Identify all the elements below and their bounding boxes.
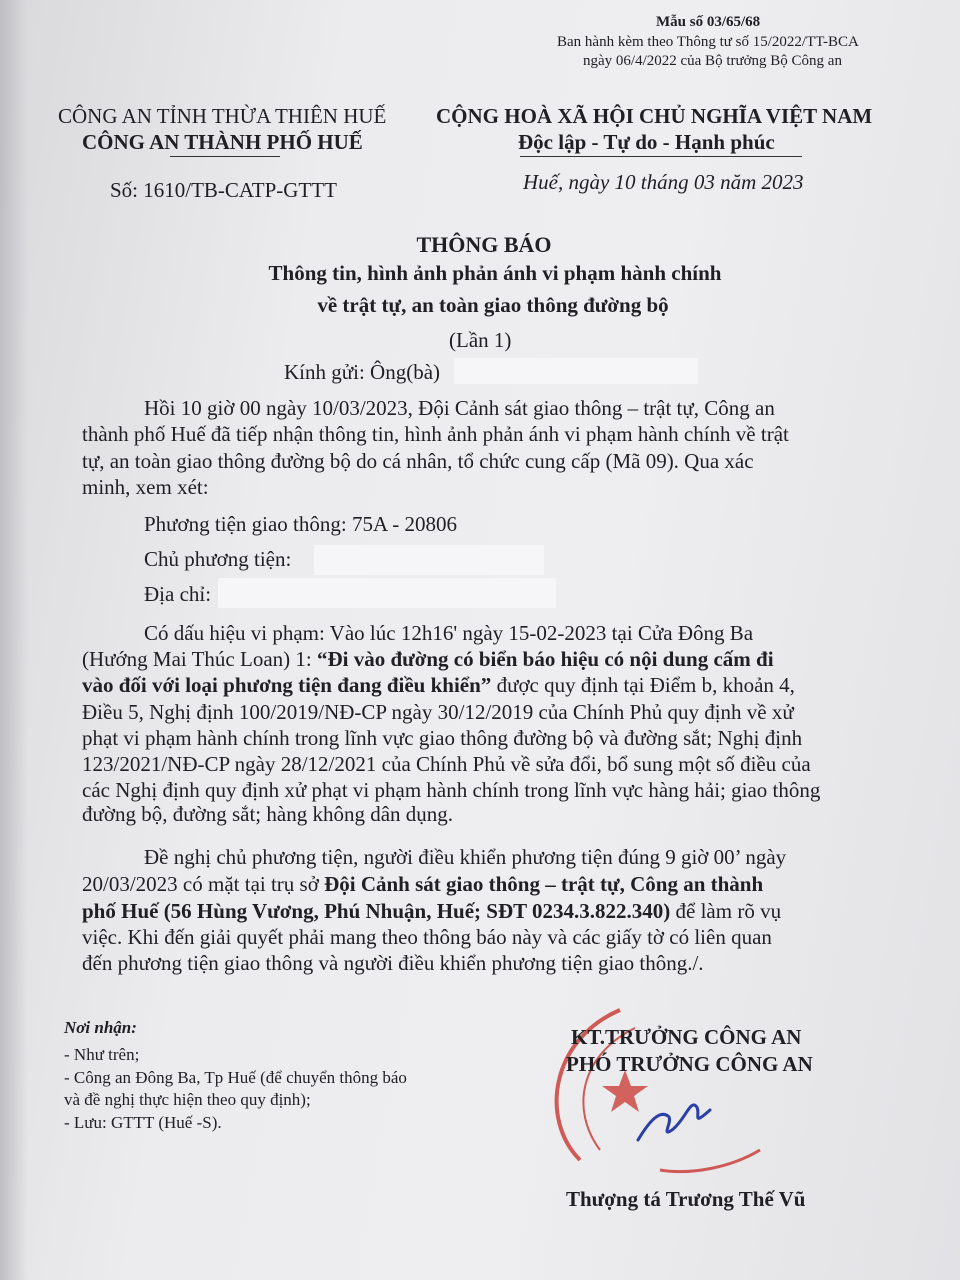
violation-line-7: các Nghị định quy định xử phạt vi phạm hành chính trong lĩnh vực hàng hải; giao thông [82, 778, 821, 802]
request-line-3: phố Huế (56 Hùng Vương, Phú Nhuận, Huế; SĐT 0234.3.822.340) để làm rõ vụ [82, 899, 782, 923]
redacted-address [218, 578, 556, 608]
violation-line-3: vào đối với loại phương tiện đang điều khiển” được quy định tại Điểm b, khoản 4, [82, 673, 795, 697]
violation-line-2: (Hướng Mai Thúc Loan) 1: “Đi vào đường có biển báo hiệu có nội dung cấm đi [82, 647, 774, 671]
request-line-1: Đề nghị chủ phương tiện, người điều khiển phương tiện đúng 9 giờ 00’ ngày [144, 845, 787, 869]
motto-underline [520, 156, 802, 157]
document-number: Số: 1610/TB-CATP-GTTT [110, 178, 337, 202]
form-issued-line-2: ngày 06/4/2022 của Bộ trưởng Bộ Công an [583, 53, 842, 69]
handwritten-signature [630, 1080, 750, 1150]
address-label: Địa chỉ: [144, 582, 212, 606]
request-line-5: đến phương tiện giao thông và người điều khiển phương tiện giao thông./. [82, 951, 704, 975]
para1-line-3: tự, an toàn giao thông đường bộ do cá nhân, tổ chức cung cấp (Mã 09). Qua xác [82, 449, 754, 473]
signer-name: Thượng tá Trương Thế Vũ [566, 1187, 806, 1211]
para1-line-2: thành phố Huế đã tiếp nhận thông tin, hình ảnh phản ánh vi phạm hành chính về trật [82, 422, 789, 446]
notice-title: THÔNG BÁO [416, 232, 552, 257]
recipient-3: - Lưu: GTTT (Huế -S). [64, 1113, 222, 1132]
issue-date: Huế, ngày 10 tháng 03 năm 2023 [523, 170, 804, 194]
nation-motto: Độc lập - Tự do - Hạnh phúc [518, 130, 775, 154]
notice-subtitle-1: Thông tin, hình ảnh phản ánh vi phạm hành chính [268, 261, 722, 285]
agency-underline [170, 156, 280, 157]
recipients-heading: Nơi nhận: [64, 1018, 137, 1037]
recipient-1: - Như trên; [64, 1045, 140, 1064]
signature-title-1: KT.TRƯỞNG CÔNG AN [571, 1025, 802, 1049]
page-edge-shadow [0, 0, 28, 1280]
notice-subtitle-2: về trật tự, an toàn giao thông đường bộ [317, 293, 669, 317]
vehicle-plate: Phương tiện giao thông: 75A - 20806 [144, 512, 457, 536]
para1-line-1: Hồi 10 giờ 00 ngày 10/03/2023, Đội Cảnh sát giao thông – trật tự, Công an [144, 396, 775, 420]
owner-label: Chủ phương tiện: [144, 547, 292, 571]
request-line-4: việc. Khi đến giải quyết phải mang theo thông báo này và các giấy tờ có liên quan [82, 925, 772, 949]
nation-title: CỘNG HOÀ XÃ HỘI CHỦ NGHĨA VIỆT NAM [436, 104, 873, 128]
redacted-addressee [454, 358, 698, 384]
agency-name: CÔNG AN THÀNH PHỐ HUẾ [82, 130, 363, 154]
violation-line-6: 123/2021/NĐ-CP ngày 28/12/2021 của Chính Phủ về sửa đổi, bổ sung một số điều của [82, 752, 811, 776]
para1-line-4: minh, xem xét: [82, 475, 209, 499]
agency-parent: CÔNG AN TỈNH THỪA THIÊN HUẾ [58, 104, 387, 128]
form-issued-line-1: Ban hành kèm theo Thông tư số 15/2022/TT-BCA [557, 34, 859, 50]
recipient-2a: - Công an Đông Ba, Tp Huế (để chuyển thông báo [64, 1068, 407, 1087]
violation-line-1: Có dấu hiệu vi phạm: Vào lúc 12h16' ngày 15-02-2023 tại Cửa Đông Ba [144, 621, 754, 645]
redacted-owner [314, 545, 544, 575]
notice-round: (Lần 1) [449, 328, 512, 352]
violation-line-5: phạt vi phạm hành chính trong lĩnh vực giao thông đường bộ và đường sắt; Nghị định [82, 726, 803, 750]
signature-title-2: PHÓ TRƯỞNG CÔNG AN [566, 1052, 813, 1076]
request-line-2: 20/03/2023 có mặt tại trụ sở Đội Cảnh sát giao thông – trật tự, Công an thành [82, 872, 764, 896]
recipient-2b: và đề nghị thực hiện theo quy định); [64, 1090, 311, 1109]
form-number: Mẫu số 03/65/68 [656, 14, 761, 30]
addressee: Kính gửi: Ông(bà) [284, 360, 441, 384]
violation-line-8: đường bộ, đường sắt; hàng không dân dụng. [82, 802, 454, 826]
violation-line-4: Điều 5, Nghị định 100/2019/NĐ-CP ngày 30/12/2019 của Chính Phủ quy định về xử [82, 700, 794, 724]
